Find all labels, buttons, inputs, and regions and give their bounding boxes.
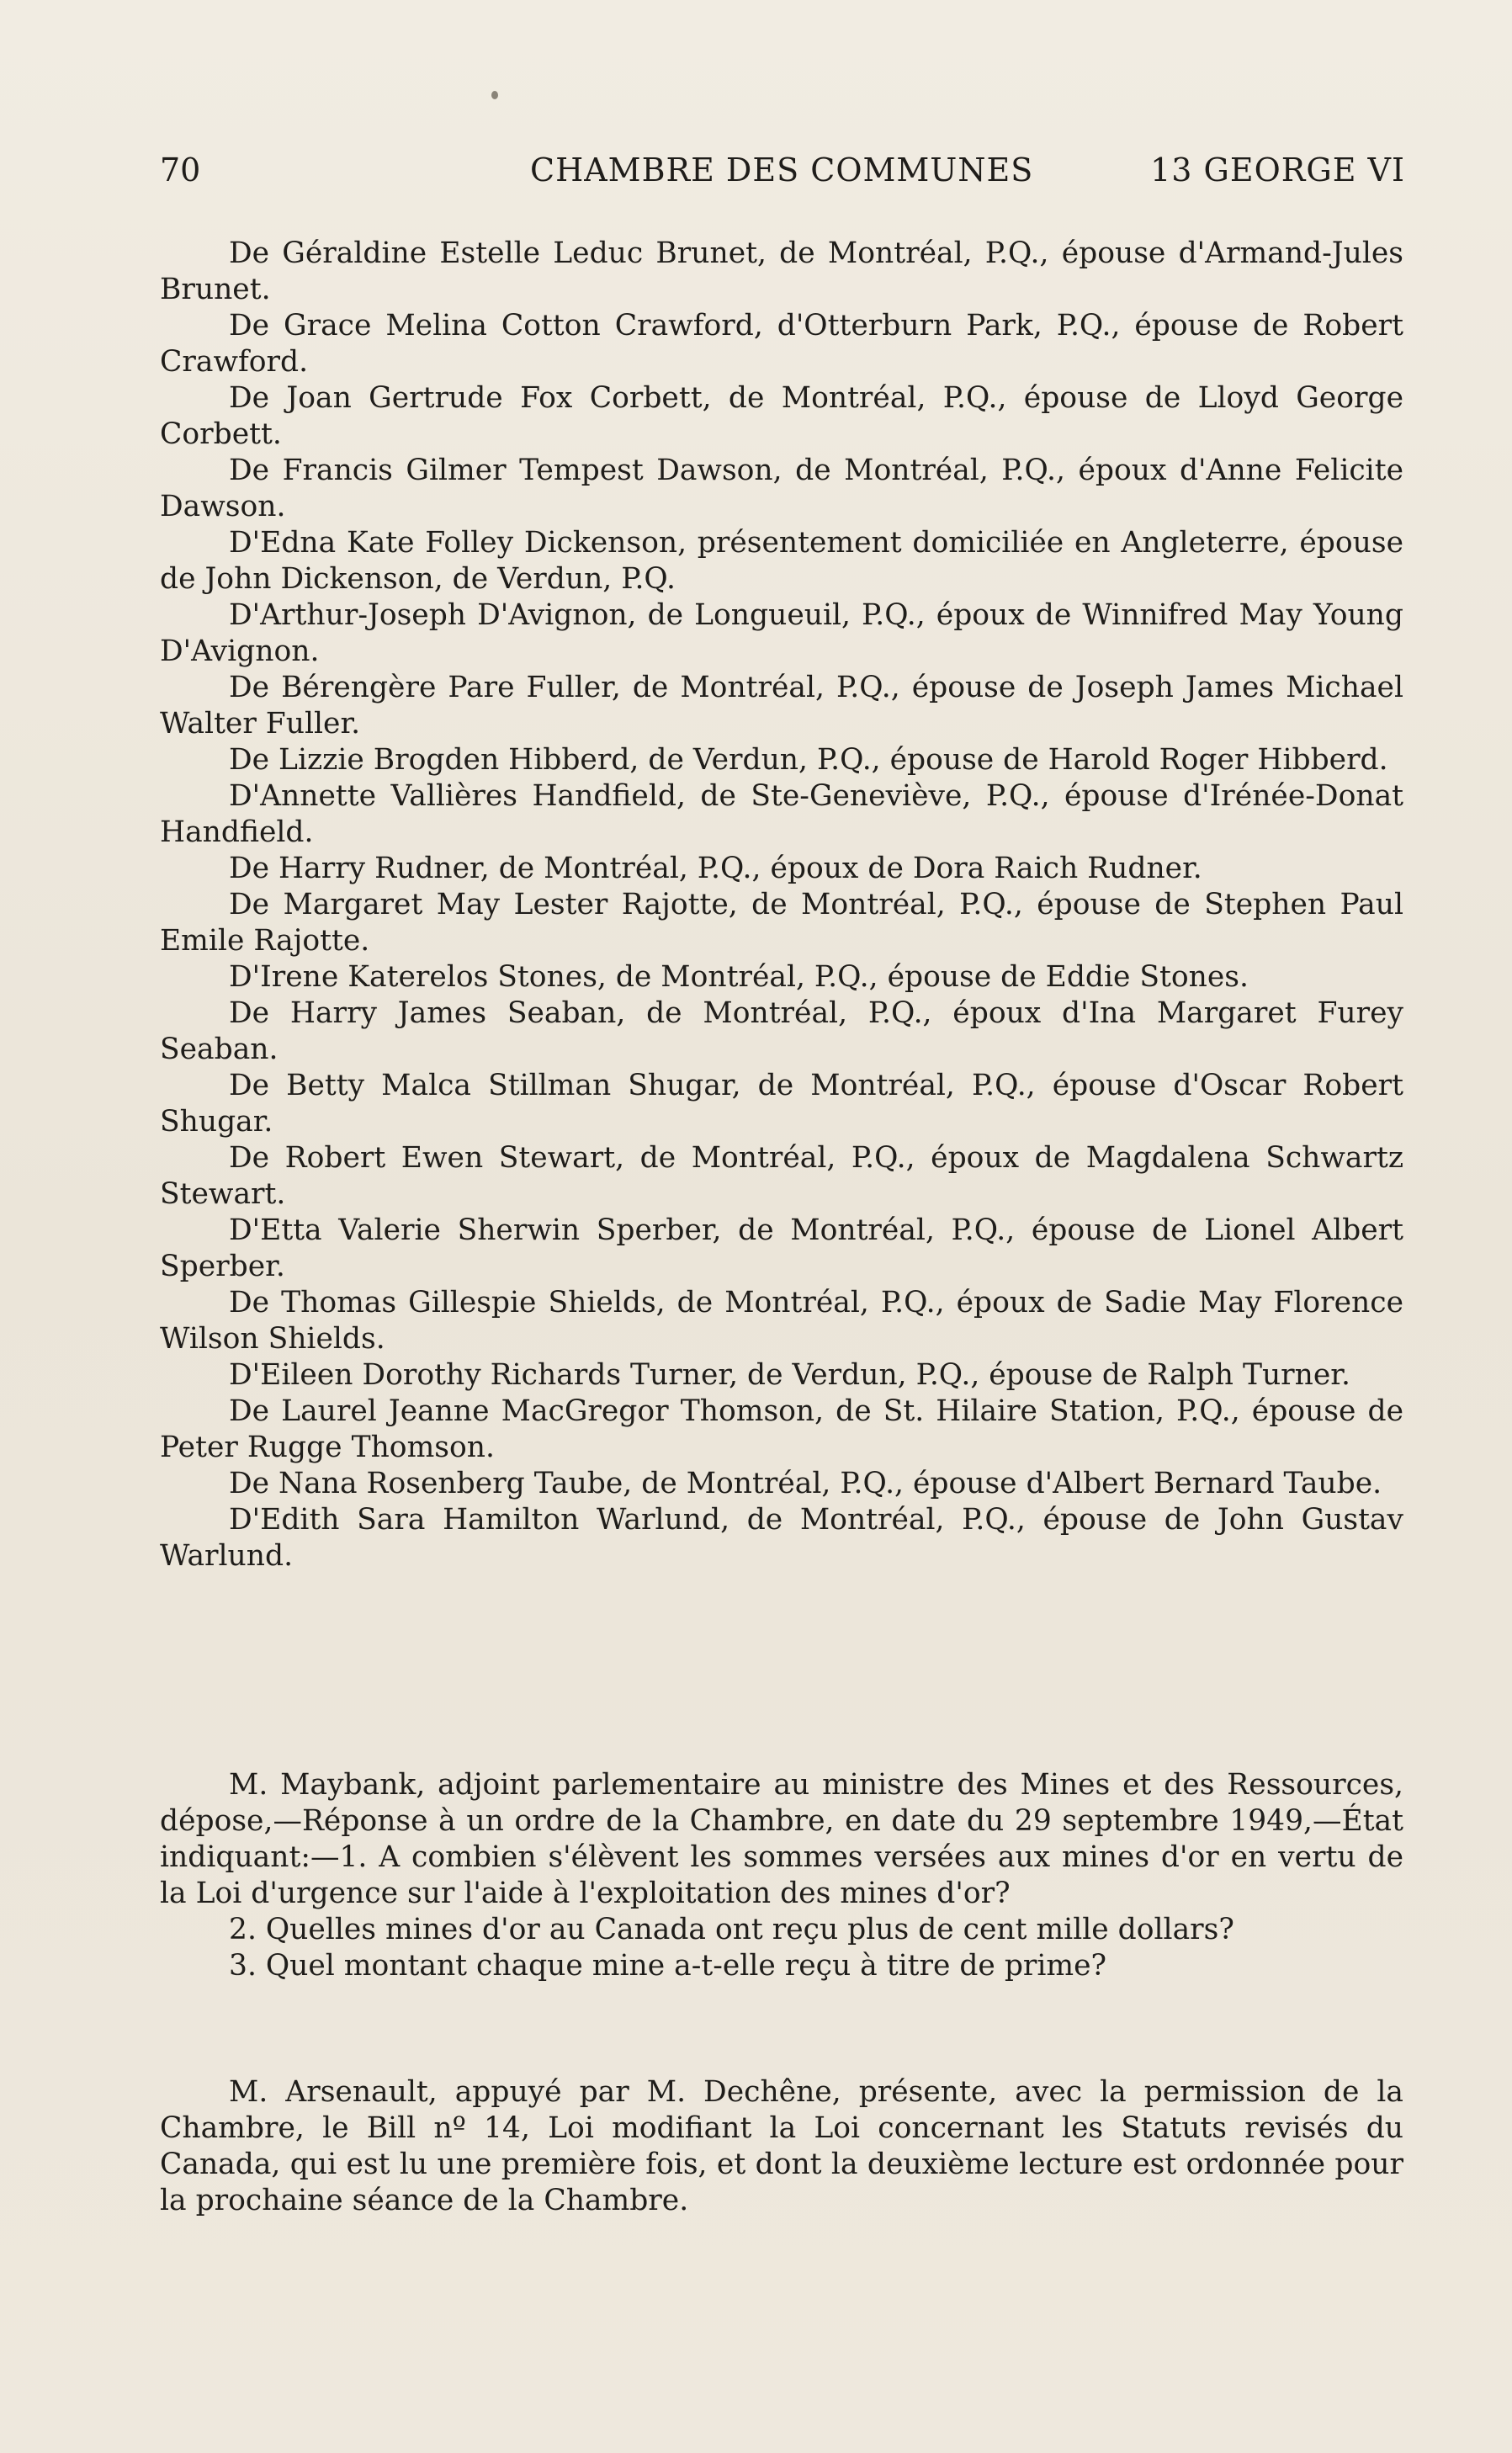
list-item: D'Annette Vallières Handfield, de Ste-Geneviève, P.Q., épouse d'Irénée-Donat Handfield. bbox=[160, 779, 1403, 849]
list-item: De Nana Rosenberg Taube, de Montréal, P.Q., épouse d'Albert Bernard Taube. bbox=[229, 1467, 1382, 1500]
petition-list bbox=[160, 236, 1403, 1574]
list-item: De Bérengère Pare Fuller, de Montréal, P.Q., épouse de Joseph James Michael Walter Fuller. bbox=[160, 671, 1403, 741]
page-speck bbox=[491, 91, 498, 99]
list-item: D'Eileen Dorothy Richards Turner, de Verdun, P.Q., épouse de Ralph Turner. bbox=[229, 1358, 1350, 1392]
list-item: De Harry James Seaban, de Montréal, P.Q., époux d'Ina Margaret Furey Seaban. bbox=[160, 996, 1403, 1066]
return-question-2: 2. Quelles mines d'or au Canada ont reçu plus de cent mille dollars? bbox=[229, 1913, 1234, 1946]
list-item: De Joan Gertrude Fox Corbett, de Montréal, P.Q., épouse de Lloyd George Corbett. bbox=[160, 381, 1403, 451]
list-item: D'Irene Katerelos Stones, de Montréal, P.Q., épouse de Eddie Stones. bbox=[229, 960, 1249, 994]
page-number: 70 bbox=[160, 151, 201, 188]
return-question-3: 3. Quel montant chaque mine a-t-elle reçu à titre de prime? bbox=[229, 1949, 1107, 1983]
list-item: De Lizzie Brogden Hibberd, de Verdun, P.Q., épouse de Harold Roger Hibberd. bbox=[229, 743, 1388, 777]
list-item: De Robert Ewen Stewart, de Montréal, P.Q., époux de Magdalena Schwartz Stewart. bbox=[160, 1141, 1403, 1211]
return-tabled-paragraph bbox=[160, 1767, 1403, 1984]
list-item: De Laurel Jeanne MacGregor Thomson, de St. Hilaire Station, P.Q., épouse de Peter Rugge Thomson. bbox=[160, 1394, 1403, 1464]
list-item: De Margaret May Lester Rajotte, de Montréal, P.Q., épouse de Stephen Paul Emile Rajotte. bbox=[160, 888, 1403, 958]
list-item: De Thomas Gillespie Shields, de Montréal, P.Q., époux de Sadie May Florence Wilson Shields. bbox=[160, 1286, 1403, 1356]
reign-label: 13 GEORGE VI bbox=[1150, 151, 1405, 188]
list-item: D'Etta Valerie Sherwin Sperber, de Montréal, P.Q., épouse de Lionel Albert Sperber. bbox=[160, 1213, 1403, 1283]
bill-text: M. Arsenault, appuyé par M. Dechêne, présente, avec la permission de la Chambre, le Bill nº 14, Loi modifiant la Loi concernant les Statuts revisés du Canada, qui est lu une première fois, et dont la deuxième lecture est ordonnée pour la prochaine séance de la Chambre. bbox=[160, 2075, 1403, 2217]
running-header bbox=[160, 151, 1405, 202]
list-item: De Grace Melina Cotton Crawford, d'Otterburn Park, P.Q., épouse de Robert Crawford. bbox=[160, 309, 1403, 379]
list-item: De Betty Malca Stillman Shugar, de Montréal, P.Q., épouse d'Oscar Robert Shugar. bbox=[160, 1069, 1403, 1139]
list-item: D'Edith Sara Hamilton Warlund, de Montréal, P.Q., épouse de John Gustav Warlund. bbox=[160, 1503, 1403, 1573]
return-intro: M. Maybank, adjoint parlementaire au ministre des Mines et des Ressources, dépose,—Réponse à un ordre de la Chambre, en date du 29 septembre 1949,—État indiquant:—1. A combien s'élèvent les sommes versées aux mines d'or en vertu de la Loi d'urgence sur l'aide à l'exploitation des mines d'or? bbox=[160, 1768, 1403, 1910]
bill-paragraph bbox=[160, 2074, 1403, 2219]
page-title: CHAMBRE DES COMMUNES bbox=[530, 151, 1034, 188]
list-item: De Géraldine Estelle Leduc Brunet, de Montréal, P.Q., épouse d'Armand-Jules Brunet. bbox=[160, 236, 1403, 306]
list-item: D'Edna Kate Folley Dickenson, présentement domiciliée en Angleterre, épouse de John Dickenson, de Verdun, P.Q. bbox=[160, 526, 1403, 596]
list-item: De Francis Gilmer Tempest Dawson, de Montréal, P.Q., époux d'Anne Felicite Dawson. bbox=[160, 454, 1403, 523]
list-item: De Harry Rudner, de Montréal, P.Q., époux de Dora Raich Rudner. bbox=[229, 852, 1202, 885]
list-item: D'Arthur-Joseph D'Avignon, de Longueuil, P.Q., époux de Winnifred May Young D'Avignon. bbox=[160, 598, 1403, 668]
